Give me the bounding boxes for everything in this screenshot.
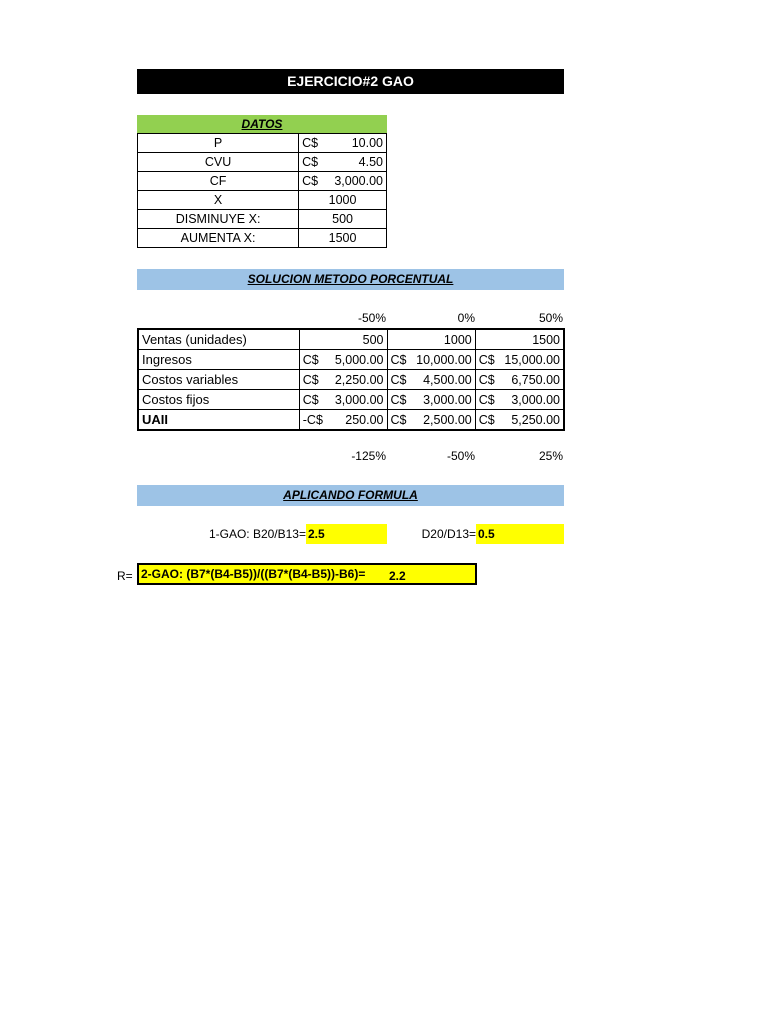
aplicando-header: APLICANDO FORMULA	[137, 485, 564, 506]
datos-row	[138, 229, 387, 248]
value-cell[interactable]	[299, 390, 387, 410]
gao2-cell[interactable]	[137, 563, 477, 585]
value-cell[interactable]	[299, 350, 387, 370]
row-label[interactable]: UAII	[138, 410, 299, 431]
datos-row	[138, 191, 387, 210]
row-label[interactable]: Ingresos	[138, 350, 299, 370]
value-cell[interactable]	[475, 390, 564, 410]
cell-value: 5,250.00	[511, 412, 560, 427]
datos-label[interactable]: P	[138, 134, 299, 153]
cell-value: 2,500.00	[423, 412, 472, 427]
datos-label[interactable]: CF	[138, 172, 299, 191]
gao2-value: 2.2	[389, 569, 406, 583]
datos-label[interactable]: CVU	[138, 153, 299, 172]
datos-value: 3,000.00	[334, 174, 383, 188]
gao1b-label: D20/D13=	[421, 527, 476, 541]
datos-row	[138, 153, 387, 172]
cell-value: 6,750.00	[511, 372, 560, 387]
datos-row	[138, 134, 387, 153]
solucion-row	[138, 410, 564, 431]
currency-symbol: C$	[390, 372, 407, 387]
datos-value-cell[interactable]: 1000	[299, 191, 387, 210]
cell-value: 2,250.00	[334, 372, 384, 387]
solucion-row	[138, 350, 564, 370]
currency-symbol: -C$	[302, 412, 323, 427]
currency-symbol: C$	[302, 372, 319, 387]
datos-row	[138, 210, 387, 229]
value-cell[interactable]: 500	[299, 329, 387, 350]
value-cell[interactable]	[299, 370, 387, 390]
solucion-row	[138, 390, 564, 410]
row-label[interactable]: Costos variables	[138, 370, 299, 390]
solucion-row	[138, 329, 564, 350]
datos-value-cell[interactable]	[299, 172, 387, 191]
cell-value: 250.00	[345, 412, 384, 427]
row-label[interactable]: Ventas (unidades)	[138, 329, 299, 350]
value-cell[interactable]	[299, 410, 387, 431]
bottom-pct-2: -50%	[446, 449, 475, 463]
value-cell[interactable]	[387, 350, 475, 370]
currency-symbol: C$	[302, 136, 319, 150]
gao2-formula: 2-GAO: (B7*(B4-B5))/((B7*(B4-B5))-B6)=	[141, 567, 366, 581]
datos-value: 4.50	[358, 155, 383, 169]
gao1-label: 1-GAO: B20/B13=	[208, 527, 306, 541]
top-pct-1: -50%	[357, 311, 386, 325]
datos-label[interactable]: X	[138, 191, 299, 210]
cell-value: 4,500.00	[423, 372, 472, 387]
top-pct-3: 50%	[538, 311, 563, 325]
cell-value: 3,000.00	[334, 392, 384, 407]
currency-symbol: C$	[478, 392, 495, 407]
bottom-pct-1: -125%	[351, 449, 386, 463]
currency-symbol: C$	[302, 174, 319, 188]
currency-symbol: C$	[302, 155, 319, 169]
datos-label[interactable]: DISMINUYE X:	[138, 210, 299, 229]
value-cell[interactable]	[475, 370, 564, 390]
row-label[interactable]: Costos fijos	[138, 390, 299, 410]
cell-value: 3,000.00	[511, 392, 560, 407]
top-pct-2: 0%	[457, 311, 475, 325]
currency-symbol: C$	[478, 412, 495, 427]
solucion-table	[137, 328, 565, 431]
value-cell[interactable]: 1500	[475, 329, 564, 350]
gao1-value-cell[interactable]: 2.5	[306, 524, 387, 544]
currency-symbol: C$	[478, 372, 495, 387]
cell-value: 3,000.00	[423, 392, 472, 407]
value-cell[interactable]	[387, 370, 475, 390]
datos-header: DATOS	[137, 115, 387, 133]
datos-value-cell[interactable]: 1500	[299, 229, 387, 248]
cell-value: 15,000.00	[504, 352, 560, 367]
currency-symbol: C$	[390, 412, 407, 427]
r-label: R=	[117, 569, 133, 583]
datos-value: 10.00	[351, 136, 383, 150]
value-cell[interactable]	[387, 410, 475, 431]
value-cell[interactable]: 1000	[387, 329, 475, 350]
value-cell[interactable]	[387, 390, 475, 410]
value-cell[interactable]	[475, 350, 564, 370]
gao1b-value-cell[interactable]: 0.5	[476, 524, 564, 544]
datos-table	[137, 133, 387, 248]
sheet-title: EJERCICIO#2 GAO	[137, 69, 564, 94]
datos-value-cell[interactable]: 500	[299, 210, 387, 229]
currency-symbol: C$	[302, 352, 319, 367]
datos-row	[138, 172, 387, 191]
value-cell[interactable]	[475, 410, 564, 431]
bottom-pct-3: 25%	[538, 449, 563, 463]
currency-symbol: C$	[478, 352, 495, 367]
datos-value-cell[interactable]	[299, 134, 387, 153]
solucion-row	[138, 370, 564, 390]
datos-value-cell[interactable]	[299, 153, 387, 172]
datos-label[interactable]: AUMENTA X:	[138, 229, 299, 248]
cell-value: 5,000.00	[334, 352, 384, 367]
cell-value: 10,000.00	[416, 352, 472, 367]
currency-symbol: C$	[390, 352, 407, 367]
currency-symbol: C$	[302, 392, 319, 407]
solucion-header: SOLUCION METODO PORCENTUAL	[137, 269, 564, 290]
currency-symbol: C$	[390, 392, 407, 407]
